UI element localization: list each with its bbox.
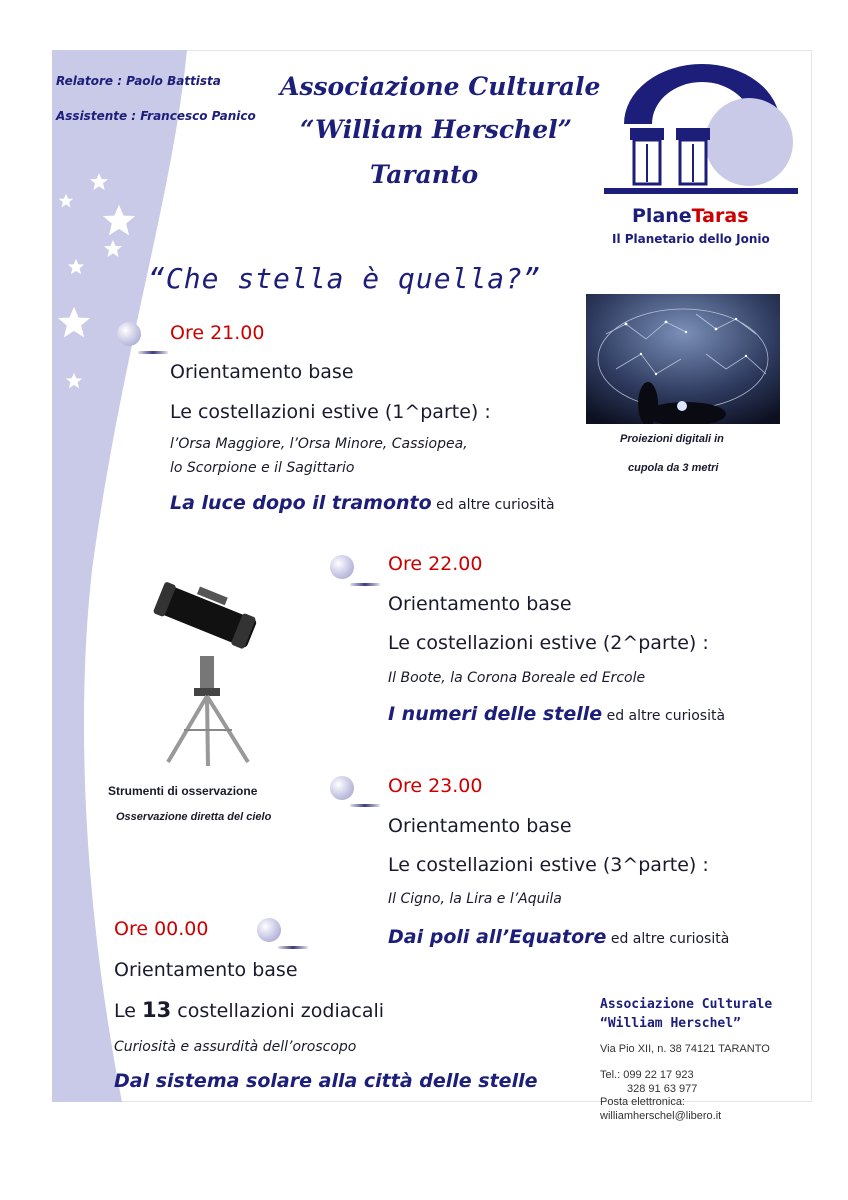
logo-name: PlaneTaras bbox=[632, 205, 749, 227]
bullet-underline bbox=[278, 946, 308, 949]
footer-email[interactable]: williamherschel@libero.it bbox=[600, 1110, 722, 1122]
session-highlight-row bbox=[170, 492, 555, 514]
session-suffix: ed altre curiosità bbox=[431, 497, 555, 513]
logo-subtitle: Il Planetario dello Jonio bbox=[612, 232, 770, 246]
page-title: “Che stella è quella?” bbox=[148, 262, 541, 295]
session-detail1: Il Cigno, la Lira e l’Aquila bbox=[388, 891, 562, 907]
bullet-icon bbox=[330, 555, 354, 579]
session-suffix: ed altre curiosità bbox=[606, 931, 730, 947]
bullet-icon bbox=[257, 918, 281, 942]
session-line2-pre: Le bbox=[114, 1000, 142, 1022]
session-detail1: Il Boote, la Corona Boreale ed Ercole bbox=[388, 670, 646, 686]
session-time: Ore 21.00 bbox=[170, 322, 265, 344]
session-time: Ore 23.00 bbox=[388, 775, 483, 797]
bullet-underline bbox=[138, 351, 168, 354]
session-highlight-row bbox=[388, 926, 729, 948]
planetaras-logo bbox=[604, 64, 800, 204]
session-highlight-row bbox=[388, 703, 725, 725]
session-line2: Le costellazioni estive (1^parte) : bbox=[170, 401, 491, 423]
logo-base-bar bbox=[604, 188, 798, 194]
footer-address: Via Pio XII, n. 38 74121 TARANTO bbox=[600, 1043, 770, 1055]
telescope-caption-line2: Osservazione diretta del cielo bbox=[116, 811, 272, 823]
session-line1: Orientamento base bbox=[114, 959, 298, 981]
assoc-title-line2: “William Herschel” bbox=[300, 115, 573, 144]
session-line2: Le costellazioni estive (3^parte) : bbox=[388, 854, 709, 876]
footer-org-line1: Associazione Culturale bbox=[600, 997, 773, 1012]
footer-tel1: Tel.: 099 22 17 923 bbox=[600, 1069, 694, 1081]
session-time: Ore 00.00 bbox=[114, 918, 209, 940]
bullet-icon bbox=[330, 776, 354, 800]
session-highlight: La luce dopo il tramonto bbox=[170, 492, 432, 514]
mount bbox=[200, 656, 214, 692]
session-line2: Le costellazioni estive (2^parte) : bbox=[388, 632, 709, 654]
session-line2-row bbox=[114, 998, 384, 1022]
session-time: Ore 22.00 bbox=[388, 553, 483, 575]
assistente-label: Assistente : Francesco Panico bbox=[56, 109, 256, 123]
session-line2-post: costellazioni zodiacali bbox=[171, 1000, 385, 1022]
bullet-underline bbox=[350, 583, 380, 586]
bullet-underline bbox=[350, 804, 380, 807]
session-detail1: l’Orsa Maggiore, l’Orsa Minore, Cassiopea, bbox=[170, 436, 468, 452]
footer-tel2: 328 91 63 977 bbox=[627, 1083, 698, 1095]
photo-caption-line1: Proiezioni digitali in bbox=[620, 433, 724, 445]
session-detail2: lo Scorpione e il Sagittario bbox=[170, 460, 355, 476]
session-detail1: Curiosità e assurdità dell’oroscopo bbox=[114, 1039, 357, 1055]
session-line1: Orientamento base bbox=[170, 361, 354, 383]
session-suffix: ed altre curiosità bbox=[602, 708, 726, 724]
relatore-label: Relatore : Paolo Battista bbox=[56, 74, 221, 88]
session-highlight: Dai poli all’Equatore bbox=[388, 926, 607, 948]
session-highlight: I numeri delle stelle bbox=[388, 703, 603, 725]
footer-email-label: Posta elettronica: bbox=[600, 1096, 685, 1108]
zodiac-count: 13 bbox=[141, 998, 172, 1022]
session-line1: Orientamento base bbox=[388, 815, 572, 837]
footer-org-line2: “William Herschel” bbox=[600, 1016, 741, 1031]
planet-icon bbox=[705, 98, 793, 186]
assoc-title-line1: Associazione Culturale bbox=[280, 72, 601, 101]
pillar-cap bbox=[676, 128, 710, 140]
planetarium-photo bbox=[586, 294, 780, 424]
bullet-icon bbox=[117, 322, 141, 346]
session-highlight: Dal sistema solare alla città delle stelle bbox=[114, 1070, 538, 1092]
pillar-cap bbox=[630, 128, 664, 140]
session-line1: Orientamento base bbox=[388, 593, 572, 615]
telescope-image bbox=[148, 580, 258, 770]
telescope-caption-line1: Strumenti di osservazione bbox=[108, 784, 258, 798]
photo-caption-line2: cupola da 3 metri bbox=[628, 462, 719, 474]
assoc-title-line3: Taranto bbox=[370, 160, 479, 189]
